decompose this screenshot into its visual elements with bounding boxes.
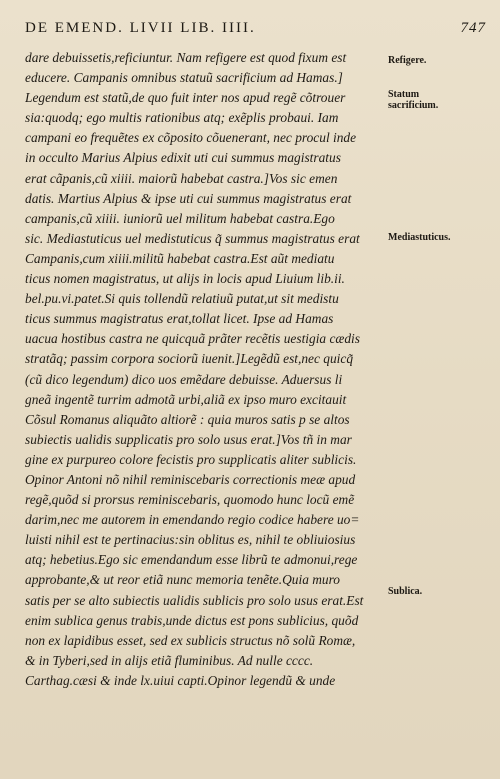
text-line-16: stratãq; passim corpora sociorũ iuenit.]Legẽdũ est,nec quicq̃	[25, 351, 354, 367]
text-line-12: ticus nomen magistratus, ut alijs in locis apud Liuium lib.ii.	[25, 271, 345, 287]
text-line-19: Cõsul Romanus aliquãto altiorẽ : quia muros satis p se altos	[25, 411, 350, 427]
text-line-25: luisti nihil est te pertinacius:sin oblitus es, nihil te obliuiosius	[25, 532, 356, 548]
text-line-2: educere. Campanis omnibus statuũ sacrificium ad Hamas.]	[25, 70, 343, 86]
text-line-1: dare debuissetis,reficiuntur. Nam refigere est quod fixum est	[25, 50, 347, 65]
text-line-11: Campanis,cum xiiii.militũ habebat castra.Est aũt mediatu	[25, 250, 335, 266]
text-line-29: enim sublica genus trabis,unde dictus est pons sublicius, quõd	[25, 612, 359, 628]
text-line-28: satis per se alto subiectis ualidis sublicis pro solo usus erat.Est	[25, 592, 364, 608]
text-line-31: & in Tyberi,sed in alijs etiã fluminibus. Ad nulle cccc.	[25, 652, 314, 668]
text-line-13: bel.pu.vi.patet.Si quis tollendũ relatiuũ putat,ut sit medistu	[25, 291, 339, 307]
text-line-27: approbante,& ut reor etiã nunc memoria tenẽte.Quia muro	[25, 572, 341, 588]
text-line-14: ticus summus magistratus erat,tollat licet. Ipse ad Hamas	[25, 311, 334, 327]
text-line-8: datis. Martius Alpius & ipse uti cui summus magistratus erat	[25, 190, 352, 206]
margin-note-statum: Statum sacrificium.	[388, 89, 439, 111]
text-line-3: Legendum est statũ,de quo fuit inter nos apud regẽ cõtrouer	[25, 90, 346, 106]
text-line-22: Opinor Antoni nõ nihil reminiscebaris correctionis meæ apud	[25, 471, 356, 487]
text-line-24: darim,nec me autorem in emendando regio codice habere uo=	[25, 512, 360, 528]
running-head: DE EMEND. LIVII LIB. IIII.	[25, 20, 256, 36]
main-text-block	[25, 48, 395, 691]
page-number: 747	[460, 20, 486, 36]
text-line-18: gneã ingentẽ turrim admotã urbi,aliã ex ipso muro excitauit	[25, 391, 347, 407]
text-line-32: Carthag.cæsi & inde lx.uiui capti.Opinor legendũ & unde	[25, 672, 336, 688]
text-line-20: subiectis ualidis supplicatis pro solo usus erat.]Vos tñ in mar	[25, 431, 352, 447]
text-line-5: campani eo frequẽtes ex cõposito cõuenerant, nec procul inde	[25, 130, 357, 146]
text-line-30: non ex lapidibus esset, sed ex sublicis structus nõ solũ Romæ,	[25, 632, 356, 648]
margin-note-sublica: Sublica.	[388, 586, 423, 597]
text-line-26: atq; hebetius.Ego sic emendandum esse librũ te admonui,rege	[25, 552, 358, 568]
text-line-6: in occulto Marius Alpius edixit uti cui summus magistratus	[25, 150, 341, 166]
text-line-21: gine ex purpureo colore fecistis pro supplicatis aliter sublicis.	[25, 451, 357, 467]
text-line-9: campanis,cũ xiiii. iuniorũ uel militum habebat castra.Ego	[25, 210, 335, 226]
text-line-15: uacua hostibus castra ne quicquã prãter recẽtis uestigia cædis	[25, 331, 360, 347]
text-line-23: regẽ,quõd si prorsus reminiscebaris, quomodo hunc locũ emẽ	[25, 492, 355, 508]
margin-note-refigere: Refigere.	[388, 55, 427, 66]
margin-note-mediastuticus: Mediastuticus.	[388, 232, 451, 243]
text-line-4: sia:quodq; ego multis rationibus atq; exẽplis probaui. Iam	[25, 110, 339, 126]
text-line-7: erat cãpanis,cũ xiiii. maiorũ habebat castra.]Vos sic emen	[25, 170, 338, 186]
text-line-10: sic. Mediastuticus uel medistuticus q̃ summus magistratus erat	[25, 230, 360, 246]
text-line-17: (cũ dico legendum) dico uos emẽdare debuisse. Aduersus li	[25, 371, 343, 387]
